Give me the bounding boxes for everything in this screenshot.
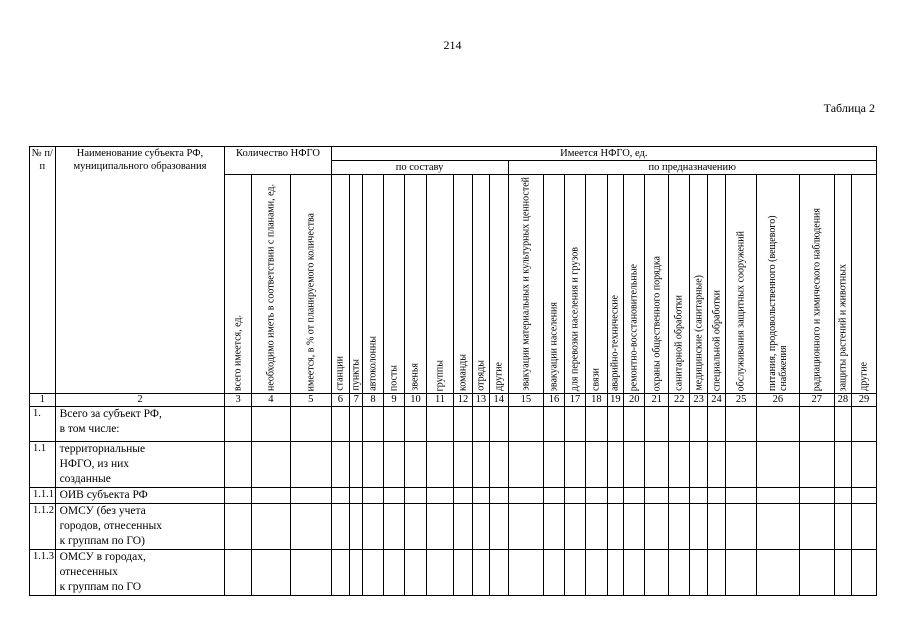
column-number: 26 [756, 394, 799, 407]
column-number: 12 [454, 394, 472, 407]
header-purpose-col-15 [852, 175, 877, 394]
header-group-quantity: Количество НФГО [225, 147, 331, 175]
column-number: 25 [726, 394, 757, 407]
data-cell[interactable] [645, 488, 669, 504]
data-cell[interactable] [454, 407, 472, 442]
data-cell[interactable] [405, 504, 426, 550]
data-cell[interactable] [363, 550, 383, 596]
table-row [30, 504, 877, 550]
data-cell[interactable] [490, 442, 508, 488]
data-cell[interactable] [426, 488, 454, 504]
column-number: 19 [607, 394, 623, 407]
data-cell[interactable] [586, 407, 607, 442]
header-purpose-col-label: специальной обработки [711, 289, 723, 391]
header-purpose-col-1 [508, 175, 544, 394]
data-cell[interactable] [454, 488, 472, 504]
data-cell[interactable] [799, 550, 834, 596]
header-composition-col-4 [383, 175, 404, 394]
column-number: 29 [852, 394, 877, 407]
data-cell[interactable] [690, 407, 707, 442]
column-number: 21 [645, 394, 669, 407]
header-purpose-col-label: эвакуации материальных и культурных ценностей [520, 177, 532, 391]
header-purpose-col-label: медицинские (санитарные) [693, 275, 705, 391]
column-number: 22 [669, 394, 690, 407]
data-cell[interactable] [251, 442, 290, 488]
data-cell[interactable] [544, 407, 564, 442]
row-name [55, 442, 225, 488]
data-cell[interactable] [852, 504, 877, 550]
row-name [55, 504, 225, 550]
column-number: 1 [30, 394, 56, 407]
data-cell[interactable] [607, 442, 623, 488]
data-cell[interactable] [756, 550, 799, 596]
data-cell[interactable] [624, 407, 645, 442]
table-row [30, 407, 877, 442]
data-cell[interactable] [251, 407, 290, 442]
data-cell[interactable] [544, 442, 564, 488]
column-number: 24 [707, 394, 725, 407]
data-cell[interactable] [454, 504, 472, 550]
data-cell[interactable] [726, 488, 757, 504]
data-cell[interactable] [225, 442, 252, 488]
data-cell[interactable] [454, 442, 472, 488]
column-number: 10 [405, 394, 426, 407]
data-cell[interactable] [669, 550, 690, 596]
table-row [30, 488, 877, 504]
data-cell[interactable] [383, 504, 404, 550]
data-cell[interactable] [508, 407, 544, 442]
header-composition-col-label: команды [457, 353, 469, 391]
data-cell[interactable] [852, 488, 877, 504]
header-purpose-col-label: другие [858, 362, 870, 391]
header-quantity-col-2 [251, 175, 290, 394]
header-purpose-col-2 [544, 175, 564, 394]
data-cell[interactable] [490, 504, 508, 550]
header-composition-col-label: станции [334, 356, 346, 391]
row-number: 1.1.1 [30, 488, 56, 504]
data-cell[interactable] [669, 504, 690, 550]
row-name [55, 488, 225, 504]
table-row [30, 442, 877, 488]
header-sub-composition: по составу [331, 161, 508, 175]
data-cell[interactable] [690, 504, 707, 550]
data-cell[interactable] [645, 550, 669, 596]
column-number: 7 [350, 394, 363, 407]
header-quantity-col-3 [290, 175, 331, 394]
data-cell[interactable] [586, 488, 607, 504]
row-name-line: к группам по ГО [59, 581, 142, 593]
row-name-line: ОМСУ (без учета [59, 505, 146, 517]
column-number: 23 [690, 394, 707, 407]
data-cell[interactable] [405, 488, 426, 504]
column-number: 5 [290, 394, 331, 407]
data-cell[interactable] [726, 442, 757, 488]
data-cell[interactable] [331, 550, 349, 596]
column-number: 3 [225, 394, 252, 407]
data-cell[interactable] [586, 504, 607, 550]
header-purpose-col-label: обслуживания защитных сооружений [735, 230, 747, 391]
data-cell[interactable] [799, 504, 834, 550]
data-cell[interactable] [690, 442, 707, 488]
data-cell[interactable] [350, 407, 363, 442]
header-quantity-col-label: имеется, в % от планируемого количества [305, 212, 317, 391]
data-cell[interactable] [799, 407, 834, 442]
header-purpose-col-13 [799, 175, 834, 394]
data-cell[interactable] [726, 550, 757, 596]
data-cell[interactable] [490, 550, 508, 596]
data-cell[interactable] [707, 488, 725, 504]
column-number: 8 [363, 394, 383, 407]
row-name-line: ОИВ субъекта РФ [59, 489, 148, 501]
data-cell[interactable] [607, 504, 623, 550]
data-cell[interactable] [251, 550, 290, 596]
data-cell[interactable] [508, 504, 544, 550]
data-cell[interactable] [383, 407, 404, 442]
header-composition-col-label: пункты [350, 359, 362, 391]
nfgo-table [29, 146, 877, 596]
header-purpose-col-label: эвакуации населения [548, 301, 560, 391]
row-name-line: отнесенных [59, 566, 118, 578]
column-number: 9 [383, 394, 404, 407]
data-cell[interactable] [852, 407, 877, 442]
data-cell[interactable] [564, 442, 585, 488]
data-cell[interactable] [426, 550, 454, 596]
data-cell[interactable] [225, 504, 252, 550]
data-cell[interactable] [490, 488, 508, 504]
data-cell[interactable] [290, 504, 331, 550]
data-cell[interactable] [726, 407, 757, 442]
data-cell[interactable] [363, 407, 383, 442]
header-purpose-col-label: аварийно-технические [609, 294, 621, 391]
data-cell[interactable] [225, 550, 252, 596]
header-purpose-col-label: для перевозки населения и грузов [569, 246, 581, 391]
header-purpose-col-7 [645, 175, 669, 394]
data-cell[interactable] [544, 504, 564, 550]
data-cell[interactable] [290, 442, 331, 488]
header-quantity-col-1 [225, 175, 252, 394]
header-purpose-col-11 [726, 175, 757, 394]
column-number: 20 [624, 394, 645, 407]
data-cell[interactable] [454, 550, 472, 596]
data-cell[interactable] [251, 504, 290, 550]
data-cell[interactable] [756, 442, 799, 488]
data-cell[interactable] [756, 488, 799, 504]
header-col-name: Наименование субъекта РФ, муниципального образования [55, 147, 225, 394]
data-cell[interactable] [350, 488, 363, 504]
column-number: 18 [586, 394, 607, 407]
data-cell[interactable] [669, 407, 690, 442]
data-cell[interactable] [645, 504, 669, 550]
data-cell[interactable] [290, 407, 331, 442]
data-cell[interactable] [508, 550, 544, 596]
header-purpose-col-12 [756, 175, 799, 394]
data-cell[interactable] [607, 550, 623, 596]
row-name-line: территориальные [59, 443, 146, 455]
header-purpose-col-label: ремонтно-восстановительные [628, 263, 640, 391]
header-purpose-col-label: защиты растений и животных [837, 263, 849, 391]
row-number: 1.1.3 [30, 550, 56, 596]
table-label: Таблица 2 [823, 101, 875, 115]
column-number: 6 [331, 394, 349, 407]
column-number: 13 [472, 394, 489, 407]
data-cell[interactable] [624, 488, 645, 504]
data-cell[interactable] [834, 504, 851, 550]
data-cell[interactable] [564, 550, 585, 596]
header-composition-col-2 [350, 175, 363, 394]
column-number: 4 [251, 394, 290, 407]
header-composition-col-1 [331, 175, 349, 394]
data-cell[interactable] [645, 442, 669, 488]
row-name-line: в том числе: [59, 423, 120, 435]
data-cell[interactable] [852, 442, 877, 488]
header-purpose-col-6 [624, 175, 645, 394]
data-cell[interactable] [508, 442, 544, 488]
table-row [30, 550, 877, 596]
header-purpose-col-14 [834, 175, 851, 394]
row-name-line: созданные [59, 473, 111, 485]
header-purpose-col-4 [586, 175, 607, 394]
data-cell[interactable] [383, 488, 404, 504]
header-purpose-col-label: санитарной обработки [673, 295, 685, 391]
data-cell[interactable] [426, 442, 454, 488]
header-group-available: Имеется НФГО, ед. [331, 147, 876, 161]
data-cell[interactable] [645, 407, 669, 442]
header-purpose-col-5 [607, 175, 623, 394]
header-purpose-col-8 [669, 175, 690, 394]
data-cell[interactable] [690, 550, 707, 596]
data-cell[interactable] [508, 488, 544, 504]
data-cell[interactable] [834, 407, 851, 442]
header-purpose-col-label: питания, продовольственного (вещевого) снабжения [766, 215, 789, 391]
data-cell[interactable] [707, 442, 725, 488]
data-cell[interactable] [426, 407, 454, 442]
row-name [55, 550, 225, 596]
column-number: 14 [490, 394, 508, 407]
data-cell[interactable] [707, 407, 725, 442]
data-cell[interactable] [586, 550, 607, 596]
header-composition-col-label: звенья [409, 363, 421, 391]
row-name-line: городов, отнесенных [59, 520, 162, 532]
data-cell[interactable] [624, 550, 645, 596]
header-composition-col-7 [454, 175, 472, 394]
data-cell[interactable] [383, 442, 404, 488]
column-number-row [30, 394, 877, 407]
data-cell[interactable] [290, 488, 331, 504]
data-cell[interactable] [350, 550, 363, 596]
data-cell[interactable] [607, 407, 623, 442]
data-cell[interactable] [472, 407, 489, 442]
page-number: 214 [443, 38, 462, 52]
data-cell[interactable] [472, 442, 489, 488]
data-cell[interactable] [331, 488, 349, 504]
column-number: 17 [564, 394, 585, 407]
header-composition-col-label: посты [388, 364, 400, 391]
data-cell[interactable] [405, 407, 426, 442]
data-cell[interactable] [586, 442, 607, 488]
data-cell[interactable] [726, 504, 757, 550]
header-purpose-col-label: радиационного и химического наблюдения [811, 207, 823, 391]
column-number: 27 [799, 394, 834, 407]
data-cell[interactable] [363, 488, 383, 504]
header-composition-col-label: группы [434, 359, 446, 391]
header-purpose-col-10 [707, 175, 725, 394]
data-cell[interactable] [852, 550, 877, 596]
data-cell[interactable] [472, 488, 489, 504]
header-quantity-col-label: всего имеется, ед. [232, 315, 244, 391]
data-cell[interactable] [756, 407, 799, 442]
data-cell[interactable] [472, 550, 489, 596]
header-sub-purpose: по предназначению [508, 161, 877, 175]
data-cell[interactable] [834, 550, 851, 596]
data-cell[interactable] [544, 550, 564, 596]
data-cell[interactable] [350, 442, 363, 488]
header-composition-col-label: отряды [475, 360, 487, 391]
data-cell[interactable] [624, 442, 645, 488]
data-cell[interactable] [834, 488, 851, 504]
column-number: 15 [508, 394, 544, 407]
data-cell[interactable] [225, 407, 252, 442]
header-purpose-col-9 [690, 175, 707, 394]
column-number: 16 [544, 394, 564, 407]
header-composition-col-5 [405, 175, 426, 394]
data-cell[interactable] [490, 407, 508, 442]
data-cell[interactable] [472, 504, 489, 550]
data-cell[interactable] [669, 488, 690, 504]
header-col-no: № п/п [30, 147, 56, 394]
header-purpose-col-3 [564, 175, 585, 394]
data-cell[interactable] [331, 442, 349, 488]
data-cell[interactable] [426, 504, 454, 550]
header-composition-col-3 [363, 175, 383, 394]
column-number: 11 [426, 394, 454, 407]
header-row-1 [30, 147, 877, 161]
row-name [55, 407, 225, 442]
header-composition-col-8 [472, 175, 489, 394]
data-cell[interactable] [799, 442, 834, 488]
data-cell[interactable] [251, 488, 290, 504]
data-cell[interactable] [331, 407, 349, 442]
row-number: 1.1.2 [30, 504, 56, 550]
data-cell[interactable] [624, 504, 645, 550]
data-cell[interactable] [225, 488, 252, 504]
data-cell[interactable] [690, 488, 707, 504]
header-composition-col-label: другие [493, 362, 505, 391]
data-cell[interactable] [331, 504, 349, 550]
data-cell[interactable] [707, 550, 725, 596]
data-cell[interactable] [564, 488, 585, 504]
row-name-line: НФГО, из них [59, 458, 130, 470]
header-purpose-col-label: охраны общественного порядка [651, 255, 663, 391]
data-cell[interactable] [363, 504, 383, 550]
header-purpose-col-label: связи [590, 368, 602, 391]
data-cell[interactable] [756, 504, 799, 550]
header-quantity-col-label: необходимо иметь в соответствии с планами, ед. [265, 184, 277, 391]
row-number: 1.1 [30, 442, 56, 488]
data-cell[interactable] [564, 407, 585, 442]
data-cell[interactable] [799, 488, 834, 504]
row-number: 1. [30, 407, 56, 442]
data-cell[interactable] [669, 442, 690, 488]
row-name-line: к группам по ГО) [59, 535, 145, 547]
header-composition-col-6 [426, 175, 454, 394]
data-cell[interactable] [350, 504, 363, 550]
header-composition-col-9 [490, 175, 508, 394]
data-cell[interactable] [290, 550, 331, 596]
row-name-line: Всего за субъект РФ, [59, 408, 162, 420]
data-cell[interactable] [564, 504, 585, 550]
data-cell[interactable] [363, 442, 383, 488]
row-name-line: ОМСУ в городах, [59, 551, 146, 563]
data-cell[interactable] [544, 488, 564, 504]
header-composition-col-label: автоколонны [367, 336, 379, 391]
column-number: 2 [55, 394, 225, 407]
data-cell[interactable] [607, 488, 623, 504]
data-cell[interactable] [405, 442, 426, 488]
data-cell[interactable] [834, 442, 851, 488]
data-cell[interactable] [405, 550, 426, 596]
data-cell[interactable] [383, 550, 404, 596]
column-number: 28 [834, 394, 851, 407]
data-cell[interactable] [707, 504, 725, 550]
